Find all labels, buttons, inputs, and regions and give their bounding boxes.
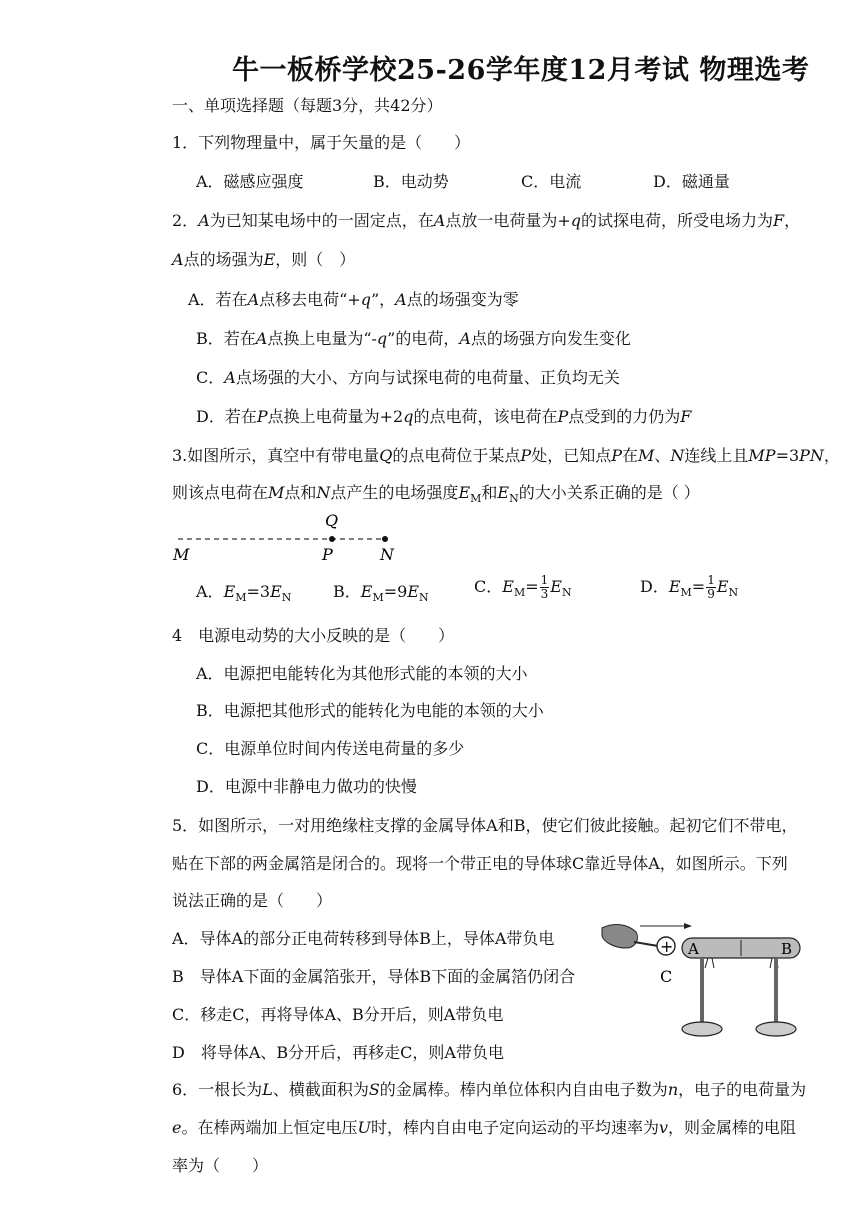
base-a (682, 1022, 722, 1036)
section-heading: 一、单项选择题（每题3分，共42分） (172, 96, 443, 115)
q2-stem-line1: 2．A为已知某电场中的一固定点，在A点放一电荷量为+q的试探电荷，所受电场力为F， (172, 211, 801, 230)
q2-option-a[interactable]: A．若在A点移去电荷“+q”，A点的场强变为零 (188, 290, 519, 309)
exam-title: 牛一板桥学校25-26学年度12月考试 物理选考 (232, 55, 810, 86)
q6-stem-line3: 率为（ ） (172, 1156, 269, 1175)
fraction-one-third: $\frac{1}{3}$ (540, 573, 549, 601)
sphere-c-plus: + (660, 937, 674, 956)
label-p: P (322, 545, 333, 564)
fraction-one-ninth: $\frac{1}{9}$ (707, 573, 715, 601)
q4-option-d[interactable]: D．电源中非静电力做功的快慢 (196, 777, 417, 796)
q1-option-d[interactable]: D．磁通量 (653, 172, 730, 191)
q1-option-b[interactable]: B．电动势 (373, 172, 449, 191)
q2-stem-line2: A点的场强为E，则（ ） (172, 250, 356, 269)
q2-option-b[interactable]: B．若在A点换上电量为“-q”的电荷，A点的场强方向发生变化 (196, 329, 631, 348)
label-n: N (380, 545, 394, 564)
insulating-rod (634, 942, 658, 946)
q1-option-c[interactable]: C．电流 (521, 172, 582, 191)
q5-option-b[interactable]: B 导体A下面的金属箔张开，导体B下面的金属箔仍闭合 (172, 967, 576, 986)
q5-stem-line1: 5．如图所示，一对用绝缘柱支撑的金属导体A和B，使它们彼此接触。起初它们不带电， (172, 816, 798, 835)
label-q: Q (325, 511, 339, 530)
hand-icon (602, 925, 638, 948)
q1-option-a[interactable]: A．磁感应强度 (196, 172, 304, 191)
q3-stem-line2: 则该点电荷在M点和N点产生的电场强度$E_M$和$E_N$的大小关系正确的是（ ） (172, 483, 700, 506)
q3-option-a[interactable]: A．$E_M=3E_N$ (196, 582, 292, 605)
label-c: C (660, 967, 673, 986)
q3-stem-line1: 3.如图所示，真空中有带电量Q的点电荷位于某点P处，已知点P在M、N连线上且MP=3PN， (172, 446, 840, 465)
q4-option-c[interactable]: C．电源单位时间内传送电荷量的多少 (196, 739, 465, 758)
q5-option-c[interactable]: C．移走C，再将导体A、B分开后，则A带负电 (172, 1005, 504, 1024)
q5-stem-line2: 贴在下部的两金属箔是闭合的。现将一个带正电的导体球C靠近导体A，如图所示。下列 (172, 854, 788, 873)
q3-option-b[interactable]: B．$E_M=9E_N$ (333, 582, 429, 605)
post-a (700, 958, 704, 1026)
q4-option-a[interactable]: A．电源把电能转化为其他形式能的本领的大小 (196, 664, 528, 683)
q4-stem: 4 电源电动势的大小反映的是（ ） (172, 626, 455, 645)
post-b (774, 958, 778, 1026)
q5-option-a[interactable]: A．导体A的部分正电荷转移到导体B上，导体A带负电 (172, 929, 555, 948)
q3-figure (170, 508, 410, 568)
q5-option-d[interactable]: D 将导体A、B分开后，再移走C，则A带负电 (172, 1043, 504, 1062)
point-p-dot (329, 536, 335, 542)
q1-stem: 1．下列物理量中，属于矢量的是（ ） (172, 133, 471, 152)
arrow-head-icon (684, 923, 692, 929)
q3-option-c[interactable]: C．$E_M=$ $\frac{1}{3}$ $E_N$ (474, 573, 572, 601)
base-b (756, 1022, 796, 1036)
q2-option-c[interactable]: C．A点场强的大小、方向与试探电荷的电荷量、正负均无关 (196, 368, 620, 387)
point-n-dot (382, 536, 388, 542)
q6-stem-line1: 6．一根长为L、横截面积为S的金属棒。棒内单位体积内自由电子数为n，电子的电荷量为 (172, 1080, 807, 1099)
q2-option-d[interactable]: D．若在P点换上电荷量为+2q的点电荷，该电荷在P点受到的力仍为F (196, 407, 692, 426)
q5-stem-line3: 说法正确的是（ ） (172, 891, 333, 910)
label-b: B (781, 940, 793, 958)
q5-figure (600, 918, 810, 1048)
q3-option-d[interactable]: D．$E_M=$ $\frac{1}{9}$ $E_N$ (640, 573, 739, 601)
q4-option-b[interactable]: B．电源把其他形式的能转化为电能的本领的大小 (196, 701, 544, 720)
label-m: M (173, 545, 190, 564)
label-a: A (688, 940, 699, 958)
foil-a (705, 958, 714, 968)
q6-stem-line2: e。在棒两端加上恒定电压U时，棒内自由电子定向运动的平均速率为v，则金属棒的电阻 (172, 1118, 797, 1137)
